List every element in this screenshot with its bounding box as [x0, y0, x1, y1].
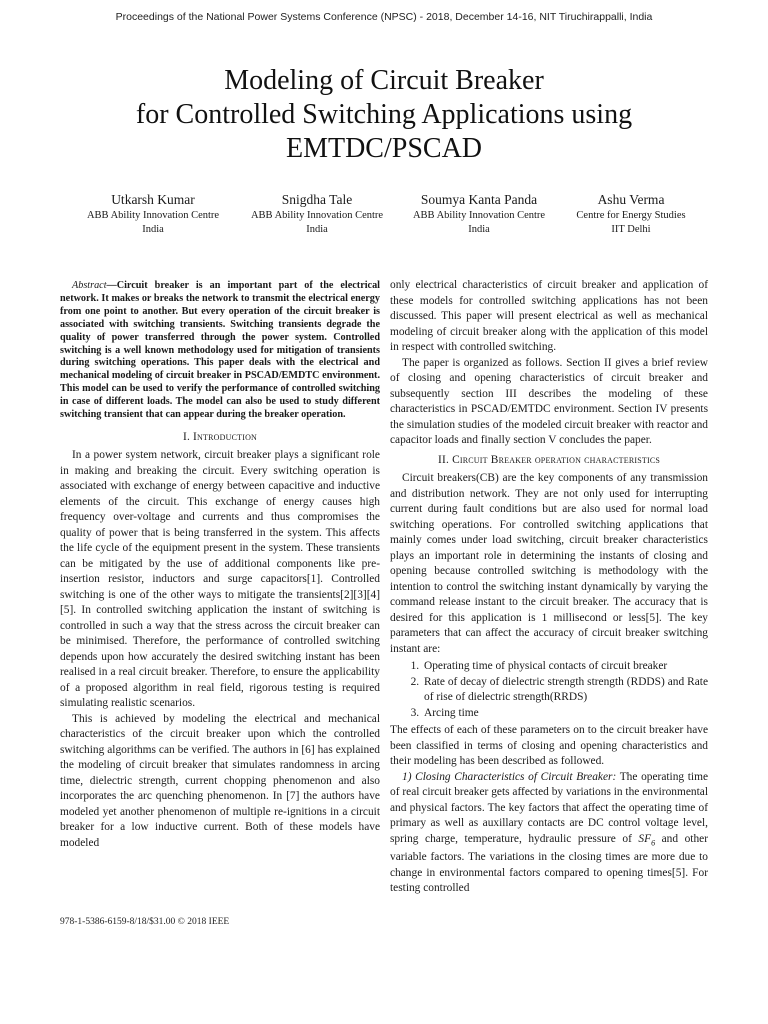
parameter-list: [390, 659, 708, 721]
body-paragraph-cb: Circuit breakers(CB) are the key components of any transmission and distribution network. They are not only used for interrupting current during fault conditions but are also used for normal load switching operations. For controlled switching applications that mainly comes under load switching, circuit breaker characteristics plays an important role in determining the instants of closing and opening because controlled switching is methodology with the intention to control the switching instant dynamically by varying the command release instant to the circuit breaker. The accuracy that is desired for this application is 1 millisecond or less[5]. The key parameters that can affect the accuracy of circuit breaker switching instant are:: [390, 472, 708, 655]
list-item: 2. Rate of decay of dielectric strength strength (RDDS) and Rate of rise of dielectric strength(RRDS): [422, 675, 708, 706]
author-block-3: [405, 191, 553, 237]
sf-subscript: 6: [651, 837, 656, 847]
intro-paragraph-1: In a power system network, circuit breaker plays a significant role in making and breaking the circuit. Every switching operation is associated with exchange of energy between capacitive and inductive elements of the circuit. This exchange of energy causes high frequency over-voltage and currents and thus compromises the quality of power that is being transferred in the system. This affects the life cycle of the equipment present in the system. These transients can be mitigated by the use of additional components like pre-insertion resistor, inductors and surge capacitors[1]. Controlled switching is one of the other ways to mitigate the transients[2][3][4][5]. In controlled switching application the instant of switching is controlled in such a way that the stress across the circuit breaker can be minimised. Therefore, the performance of controlled switching depends upon how accurately the desired switching instant has been realised in a real circuit breaker. Therefore, to ensure the applicability of a proposed algorithm in real field, rigorous testing is required simulating realistic scenarios.: [60, 449, 380, 710]
author-location: IIT Delhi: [611, 224, 651, 235]
title-line-3: EMTDC/PSCAD: [285, 133, 483, 164]
section-heading-introduction: I. Introduction: [182, 430, 258, 443]
left-column: [60, 280, 380, 851]
subsection-text-b: and other variable factors. The variations in the closing times are more due to change in environmental factors compared to opening times[5]. For testing controlled: [390, 832, 709, 895]
author-name: Soumya Kanta Panda: [420, 192, 538, 207]
paper-title: [60, 64, 708, 166]
sf6-symbol: [638, 833, 655, 845]
subsection-closing-characteristics: [390, 770, 708, 897]
body-paragraph-organization: The paper is organized as follows. Section II gives a brief review of closing and opening characteristics of circuit breaker and subsequently section III describes the modeling of these characteristics in PSCAD/EMTDC environment. Section IV presents the simulation studies of the modeled circuit breaker with reactor and capacitor loads and finally section V concludes the paper.: [390, 356, 708, 446]
right-column: [390, 278, 708, 897]
body-paragraph-effects: The effects of each of these parameters on to the circuit breaker have been classified in terms of closing and opening characteristics and their modeling has been described as followed.: [390, 724, 708, 767]
author-location: India: [468, 224, 490, 235]
title-line-2: for Controlled Switching Applications using: [135, 99, 633, 130]
abstract-lead: Abstract: [72, 280, 107, 291]
author-location: India: [142, 224, 164, 235]
author-name: Utkarsh Kumar: [111, 192, 195, 207]
conference-header: Proceedings of the National Power Systems Conference (NPSC) - 2018, December 14-16, NIT Tiruchirappalli, India: [115, 11, 653, 23]
sf-symbol-text: SF: [638, 832, 652, 845]
author-affiliation: ABB Ability Innovation Centre: [412, 210, 546, 221]
author-affiliation: Centre for Energy Studies: [576, 210, 686, 221]
author-affiliation: ABB Ability Innovation Centre: [86, 210, 220, 221]
author-name: Snigdha Tale: [281, 192, 353, 207]
author-block-4: [568, 191, 694, 237]
author-affiliation: ABB Ability Innovation Centre: [250, 210, 384, 221]
subsection-lead: 1) Closing Characteristics of Circuit Breaker:: [402, 770, 617, 783]
list-item: 1. Operating time of physical contacts of circuit breaker: [422, 659, 708, 675]
author-name: Ashu Verma: [597, 192, 665, 207]
abstract: [60, 280, 380, 422]
copyright-footer: 978-1-5386-6159-8/18/$31.00 © 2018 IEEE: [60, 917, 230, 927]
author-location: India: [306, 224, 328, 235]
abstract-text: —Circuit breaker is an important part of the electrical network. It makes or breaks the network to transmit the electrical energy from one point to another. But every operation of the circuit breaker is associated with switching transients. Switching transients degrade the quality of power transferred through the power system. Controlled switching is a well known methodology used for mitigation of transients during switching operations. This paper deals with the electrical and mechanical modeling of circuit breaker in PSCAD/EMDTC environment. This model can be used to verify the performance of controlled switching in case of different loads. The model can also be used to study different switching transient that can appear during the breaker operation.: [60, 280, 380, 421]
section-heading-cb-characteristics: II. Circuit Breaker operation characteristics: [437, 453, 661, 466]
body-paragraph-continued: only electrical characteristics of circuit breaker and application of these models for controlled switching applications has not been discussed. This paper will present electrical as well as mechanical modeling of circuit breaker along with the application of this model in respect with controlled switching.: [390, 279, 708, 353]
author-block-2: [244, 191, 390, 237]
author-block-1: [80, 191, 226, 237]
intro-paragraph-2: This is achieved by modeling the electrical and mechanical characteristics of the circuit breaker upon which the controlled switching algorithms can be verified. The authors in [6] has explained the modeling of circuit breaker that simulates randomness in arcing time, dielectric strength, current chopping phenomenon and also incorporates the arc quenching phenomenon. In [7] the authors have modeled yet another phenomenon of multiple re-ignitions in a circuit breaker for a low inductive current. Both of these models have modeled: [60, 712, 380, 849]
subsection-text-a: The operating time of real circuit breaker gets affected by variations in the environmental and physical factors. The key factors that affect the operating time of primary as well as auxillary contacts are DC control voltage level, spring charge, temperature, hydraulic pressure of: [390, 770, 708, 845]
title-line-1: Modeling of Circuit Breaker: [224, 65, 544, 96]
list-item: 3. Arcing time: [422, 706, 708, 722]
